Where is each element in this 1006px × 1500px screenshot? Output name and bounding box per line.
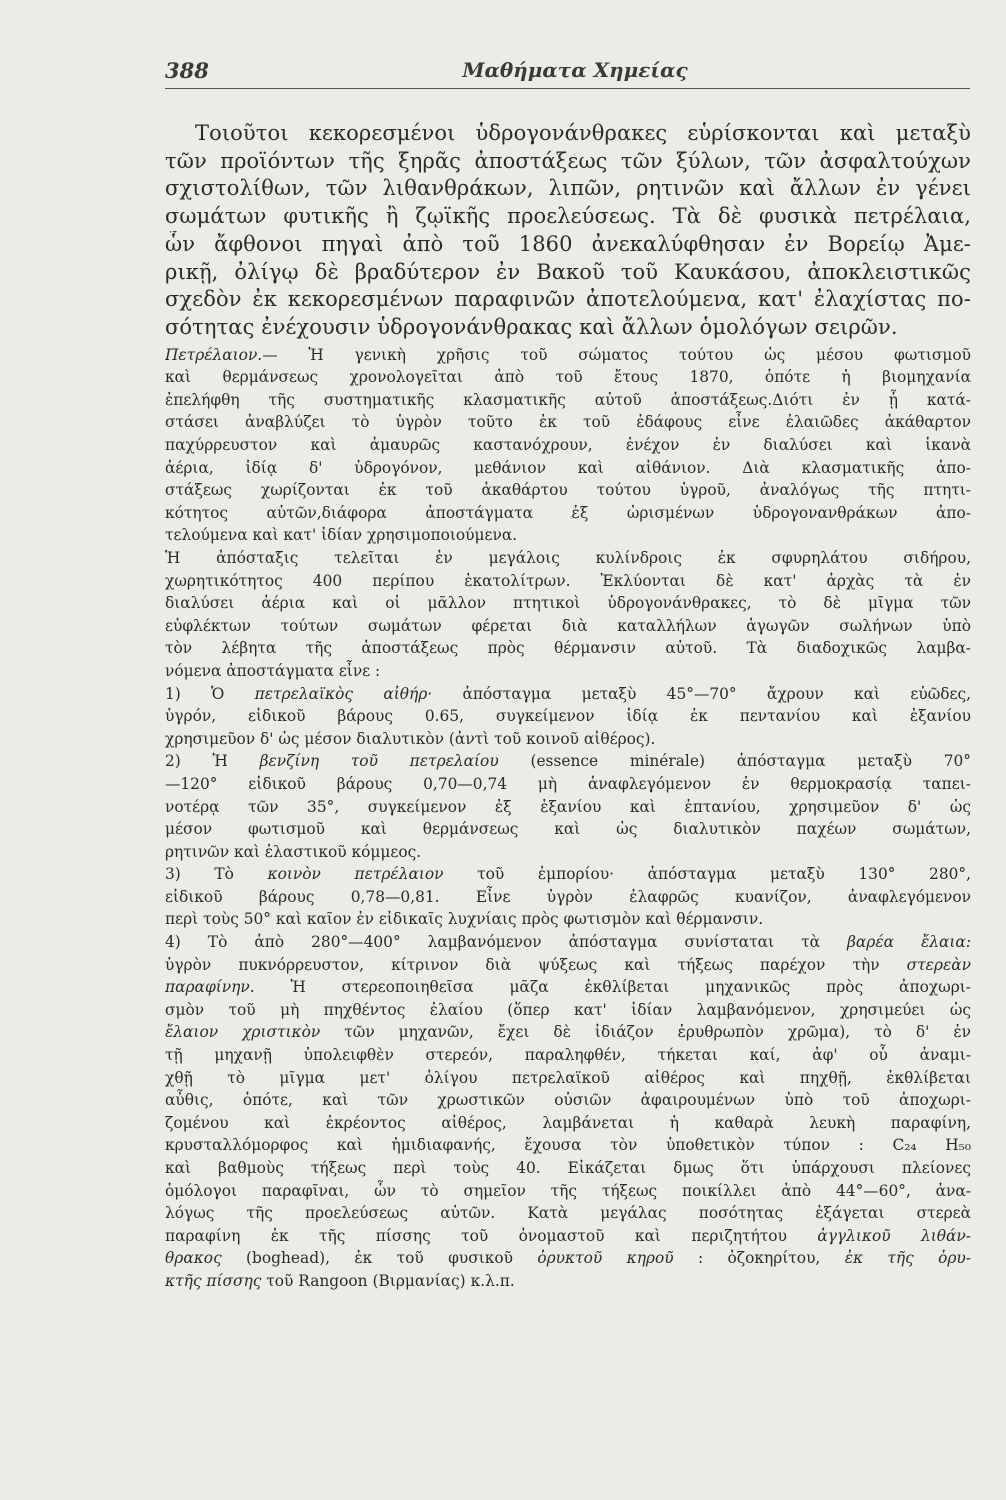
text-line bbox=[165, 1021, 971, 1044]
text-line: σωμάτων φυτικῆς ἢ ζῳϊκῆς προελεύσεως. Τὰ δὲ φυσικὰ πετρέλαια, bbox=[165, 204, 971, 229]
text-line: τελούμενα καὶ κατ' ἰδίαν χρησιμοποιούμενα. bbox=[165, 526, 518, 545]
text-line: σχιστολίθων, τῶν λιθανθράκων, λιπῶν, ρητινῶν καὶ ἄλλων ἐν γένει bbox=[165, 176, 971, 201]
text-line: εὐφλέκτων τούτων σωμάτων φέρεται διὰ καταλλήλων ἀγωγῶν σωλήνων ὑπὸ bbox=[165, 616, 971, 635]
text-line: Ἡ ἀπόσταξις τελεῖται ἐν μεγάλοις κυλίνδροις ἐκ σφυρηλάτου σιδήρου, bbox=[165, 548, 971, 567]
page-number: 388 bbox=[165, 58, 209, 83]
term: ἔλαιον χριστικὸν bbox=[165, 1023, 321, 1042]
text-run: 2) Ἡ bbox=[165, 752, 260, 771]
text-run: ὑγρὸν πυκνόρρευστον, κίτρινον διὰ ψύξεως καὶ τήξεως παρέχον τὴν bbox=[165, 955, 907, 974]
text-run: Ἡ στερεοποιηθεῖσα μᾶζα ἐκθλίβεται μηχανικῶς πρὸς ἀποχωρι- bbox=[254, 978, 971, 997]
text-line: στάξεως χωρίζονται ἐκ τοῦ ἀκαθάρτου τούτου ὑγροῦ, ἀναλόγως τῆς πτητι- bbox=[165, 481, 971, 500]
text-run: : ὀζοκηρίτου, bbox=[673, 1249, 845, 1268]
text-line: νόμενα ἀποστάγματα εἶνε : bbox=[165, 661, 381, 680]
text-line: χωρητικότητος 400 περίπου ἑκατολίτρων. Ἐκλύονται δὲ κατ' ἀρχὰς τὰ ἐν bbox=[165, 571, 971, 590]
term: βαρέα ἔλαια: bbox=[846, 933, 971, 952]
text-line: ὑγρόν, εἰδικοῦ βάρους 0.65, συγκείμενον ἰδίᾳ ἐκ πεντανίου καὶ ἑξανίου bbox=[165, 707, 971, 726]
text-run: τοῦ ἐμπορίου· ἀπόσταγμα μεταξὺ 130° 280°, bbox=[443, 865, 971, 884]
text-line: κρυσταλλόμορφος καὶ ἡμιδιαφανής, ἔχουσα τὸν ὑποθετικὸν τύπον : C₂₄ H₅₀ bbox=[165, 1136, 971, 1155]
text-line: —120° εἰδικοῦ βάρους 0,70—0,74 μὴ ἀναφλεγόμενον ἐν θερμοκρασίᾳ ταπει- bbox=[165, 774, 971, 793]
text-run: (boghead), ἐκ τοῦ φυσικοῦ bbox=[221, 1249, 538, 1268]
list-item-line bbox=[165, 931, 971, 954]
text-line: καὶ βαθμοὺς τήξεως περὶ τοὺς 40. Εἰκάζεται δμως ὅτι ὑπάρχουσι πλείονες bbox=[165, 1159, 971, 1177]
term: κτῆς πίσσης bbox=[165, 1271, 262, 1290]
text-line: ρητινῶν καὶ ἐλαστικοῦ κόμμεος. bbox=[165, 842, 422, 861]
text-run: 4) Τὸ ἀπὸ 280°—400° λαμβανόμενον ἀπόσταγμα συνίσταται τὰ bbox=[165, 933, 847, 952]
list-item-line bbox=[165, 750, 971, 773]
text-line: σμὸν τοῦ μὴ πηχθέντος ἐλαίου (ὅπερ κατ' ἰδίαν λαμβανόμενον, χρησιμεύει ὡς bbox=[165, 1000, 971, 1019]
running-title: Μαθήματα Χημείας bbox=[462, 58, 688, 82]
text-run: ἀπόσταγμα μεταξὺ 45°—70° ἄχρουν καὶ εὐῶδες, bbox=[432, 684, 971, 703]
text-line: τὸν λέβητα τῆς ἀποστάξεως πρὸς θέρμανσιν αὐτοῦ. Τὰ διαδοχικῶς λαμβα- bbox=[165, 639, 971, 658]
term: στερεὰν bbox=[906, 955, 971, 974]
text-line: ἐπελήφθη τῆς συστηματικῆς κλασματικῆς αὐτοῦ ἀποστάξεως.Διότι ἐν ᾗ κατά- bbox=[165, 390, 971, 409]
term: κοινὸν πετρέλαιον bbox=[267, 865, 444, 884]
text-line: ζομένου καὶ ἐκρέοντος αἰθέρος, λαμβάνεται ἡ καθαρὰ λευκὴ παραφίνη, bbox=[165, 1113, 971, 1132]
page-header bbox=[165, 58, 970, 92]
list-item-line bbox=[165, 863, 971, 886]
intro-paragraph bbox=[165, 120, 971, 342]
text-line bbox=[165, 1225, 971, 1248]
list-item-line bbox=[165, 683, 971, 706]
text-line: παχύρρευστον καὶ ἀμαυρῶς καστανόχρουν, ἐνέχον ἐν διαλύσει καὶ ἱκανὰ bbox=[165, 436, 971, 454]
text-line: ὁμόλογοι παραφῖναι, ὧν τὸ σημεῖον τῆς τήξεως ποικίλλει ἀπὸ 44°—60°, ἀνα- bbox=[165, 1181, 971, 1200]
text-run: παραφίνη ἐκ τῆς πίσσης τοῦ ὀνομαστοῦ καὶ περιζητήτου bbox=[165, 1226, 818, 1245]
section-heading: Πετρέλαιον.— bbox=[165, 345, 278, 364]
text-run: τῶν μηχανῶν, ἔχει δὲ ἰδιάζον ἐρυθρωπὸν χρῶμα), τὸ δ' ἐν bbox=[320, 1023, 971, 1042]
header-rule bbox=[165, 88, 970, 89]
text-line: ἀέρια, ἰδίᾳ δ' ὑδρογόνον, μεθάνιον καὶ αἰθάνιον. Διὰ κλασματικῆς ἀπο- bbox=[165, 458, 971, 477]
term: ἀγγλικοῦ λιθάν- bbox=[817, 1226, 971, 1245]
term: πετρελαϊκὸς αἰθήρ· bbox=[254, 684, 433, 703]
text-line: λόγως τῆς προελεύσεως αὐτῶν. Κατὰ μεγάλας ποσότητας ἐξάγεται στερεὰ bbox=[165, 1204, 971, 1223]
text-run: Ἡ γενικὴ χρῆσις τοῦ σώματος τούτου ὡς μέσου φωτισμοῦ bbox=[277, 345, 971, 364]
text-line bbox=[165, 344, 971, 367]
text-line bbox=[165, 1247, 971, 1270]
text-line: ρικῇ, ὀλίγῳ δὲ βραδύτερον ἐν Βακοῦ τοῦ Καυκάσου, ἀποκλειστικῶς bbox=[165, 259, 971, 284]
text-line: σότητας ἐνέχουσιν ὑδρογονάνθρακας καὶ ἄλλων ὁμολόγων σειρῶν. bbox=[165, 314, 898, 339]
text-line bbox=[165, 954, 971, 977]
text-line: διαλύσει ἀέρια καὶ οἱ μᾶλλον πτητικοὶ ὑδρογονάνθρακες, τὸ δὲ μῖγμα τῶν bbox=[165, 594, 971, 613]
text-line: χρησιμεῦον δ' ὡς μέσον διαλυτικὸν (ἀντὶ τοῦ κοινοῦ αἰθέρος). bbox=[165, 729, 656, 748]
text-line: Τοιοῦτοι κεκορεσμένοι ὑδρογονάνθρακες εὑρίσκονται καὶ μεταξὺ bbox=[195, 121, 971, 145]
text-line bbox=[165, 976, 971, 999]
text-run: τοῦ Rangoon (Βιρμανίας) κ.λ.π. bbox=[261, 1271, 515, 1290]
text-line: νοτέρᾳ τῶν 35°, συγκείμενον ἐξ ἑξανίου καὶ ἑπτανίου, χρησιμεῦον δ' ὡς bbox=[165, 797, 971, 816]
text-line: τῶν προϊόντων τῆς ξηρᾶς ἀποστάξεως τῶν ξύλων, τῶν ἀσφαλτούχων bbox=[165, 148, 971, 173]
term: θρακος bbox=[165, 1249, 222, 1268]
term: ἐκ τῆς ὀρυ- bbox=[844, 1249, 971, 1268]
text-line: τῇ μηχανῇ ὑπολειφθὲν στερεόν, παραληφθέν, τήκεται καί, ἀφ' οὗ ἀναμι- bbox=[165, 1046, 971, 1065]
text-line: περὶ τοὺς 50° καὶ καῖον ἐν εἰδικαῖς λυχνίαις πρὸς φωτισμὸν καὶ θέρμανσιν. bbox=[165, 910, 764, 929]
term: παραφίνην. bbox=[165, 978, 255, 997]
text-line: σχεδὸν ἐκ κεκορεσμένων παραφινῶν ἀποτελούμενα, κατ' ἐλαχίστας πο- bbox=[165, 287, 971, 312]
text-line: καὶ θερμάνσεως χρονολογεῖται ἀπὸ τοῦ ἔτους 1870, ὁπότε ἡ βιομηχανία bbox=[165, 368, 971, 387]
petroleum-section bbox=[165, 344, 971, 1293]
text-line bbox=[165, 1270, 971, 1293]
text-run: 3) Τὸ bbox=[165, 865, 268, 884]
term: βενζίνη τοῦ πετρελαίου bbox=[259, 752, 499, 771]
text-line: χθῇ τὸ μῖγμα μετ' ὀλίγου πετρελαϊκοῦ αἰθέρος καὶ πηχθῇ, ἐκθλίβεται bbox=[165, 1068, 971, 1087]
text-line: αὖθις, ὁπότε, καὶ τῶν χρωστικῶν οὐσιῶν ἀφαιρουμένων ὑπὸ τοῦ ἀποχωρι- bbox=[165, 1091, 971, 1110]
page-body bbox=[165, 120, 971, 1293]
text-run: (essence minérale) ἀπόσταγμα μεταξὺ 70° bbox=[498, 752, 971, 771]
text-run: 1) Ὁ bbox=[165, 684, 255, 703]
text-line: εἰδικοῦ βάρους 0,78—0,81. Εἶνε ὑγρὸν ἐλαφρῶς κυανίζον, ἀναφλεγόμενον bbox=[165, 887, 971, 906]
term: ὀρυκτοῦ κηροῦ bbox=[537, 1249, 674, 1268]
text-line: μέσον φωτισμοῦ καὶ θερμάνσεως καὶ ὡς διαλυτικὸν παχέων σωμάτων, bbox=[165, 820, 971, 839]
text-line: κότητος αὐτῶν,διάφορα ἀποστάγματα ἐξ ὡρισμένων ὑδρογονανθράκων ἀπο- bbox=[165, 503, 971, 522]
text-line: στάσει ἀναβλύζει τὸ ὑγρὸν τοῦτο ἐκ τοῦ ἐδάφους εἶνε ἐλαιῶδες ἀκάθαρτον bbox=[165, 413, 971, 432]
text-line: ὧν ἄφθονοι πηγαὶ ἀπὸ τοῦ 1860 ἀνεκαλύφθησαν ἐν Βορείῳ Ἀμε- bbox=[165, 231, 971, 256]
